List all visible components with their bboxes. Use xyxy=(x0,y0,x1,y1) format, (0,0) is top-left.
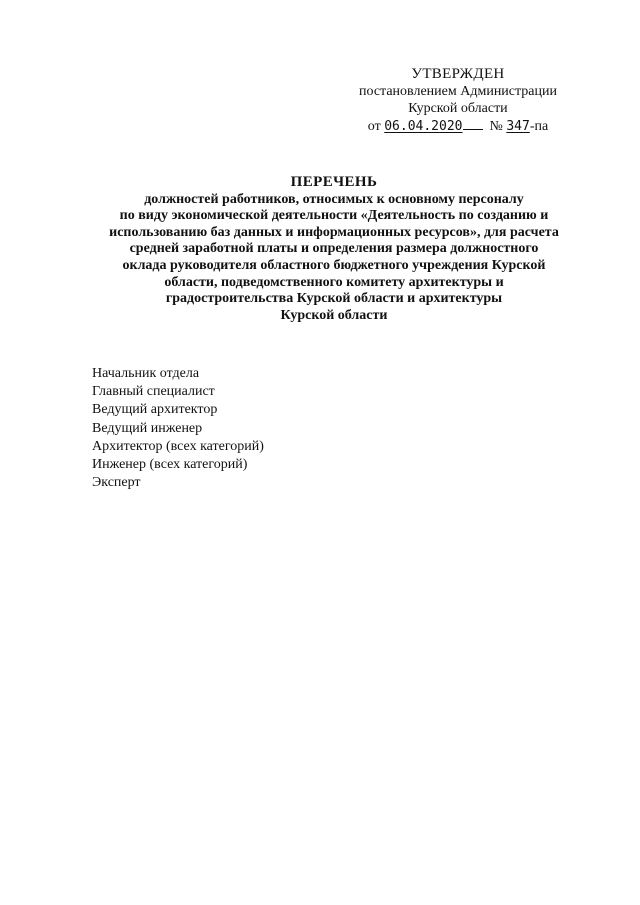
approval-line-2: Курской области xyxy=(408,101,508,116)
positions-list xyxy=(92,365,264,492)
list-item: Ведущий архитектор xyxy=(92,402,218,418)
title-line: по виду экономической деятельности «Деятельность по созданию и xyxy=(119,208,549,224)
date-prefix: от xyxy=(367,119,381,134)
list-item: Инженер (всех категорий) xyxy=(92,457,248,473)
approval-line-1: постановлением Администрации xyxy=(359,84,557,99)
title-line: должностей работников, относимых к основному персоналу xyxy=(144,191,524,207)
number-prefix: № xyxy=(489,119,503,134)
title-line: использованию баз данных и информационных ресурсов», для расчета xyxy=(109,224,559,240)
list-item: Главный специалист xyxy=(92,384,215,400)
title-heading: ПЕРЕЧЕНЬ xyxy=(290,174,378,190)
approval-date: 06.04.2020 xyxy=(384,119,463,134)
list-item: Ведущий инженер xyxy=(92,420,203,436)
list-item: Архитектор (всех категорий) xyxy=(92,438,264,454)
approval-block xyxy=(338,66,578,135)
title-line: области, подведомственного комитету архитектуры и xyxy=(164,274,504,290)
approval-number: 347 xyxy=(506,119,530,134)
title-line: Курской области xyxy=(280,307,388,323)
date-blank-underline xyxy=(463,117,483,130)
list-item: Эксперт xyxy=(92,475,141,491)
approval-stamp: УТВЕРЖДЕН xyxy=(411,66,505,82)
document-title xyxy=(96,174,572,324)
title-line: градостроительства Курской области и архитектуры xyxy=(165,291,503,307)
title-line: оклада руководителя областного бюджетного учреждения Курской xyxy=(122,257,546,273)
list-item: Начальник отдела xyxy=(92,366,200,381)
number-suffix: -па xyxy=(529,119,549,134)
approval-date-line xyxy=(338,117,578,135)
title-line: средней заработной платы и определения размера должностного xyxy=(129,241,539,257)
